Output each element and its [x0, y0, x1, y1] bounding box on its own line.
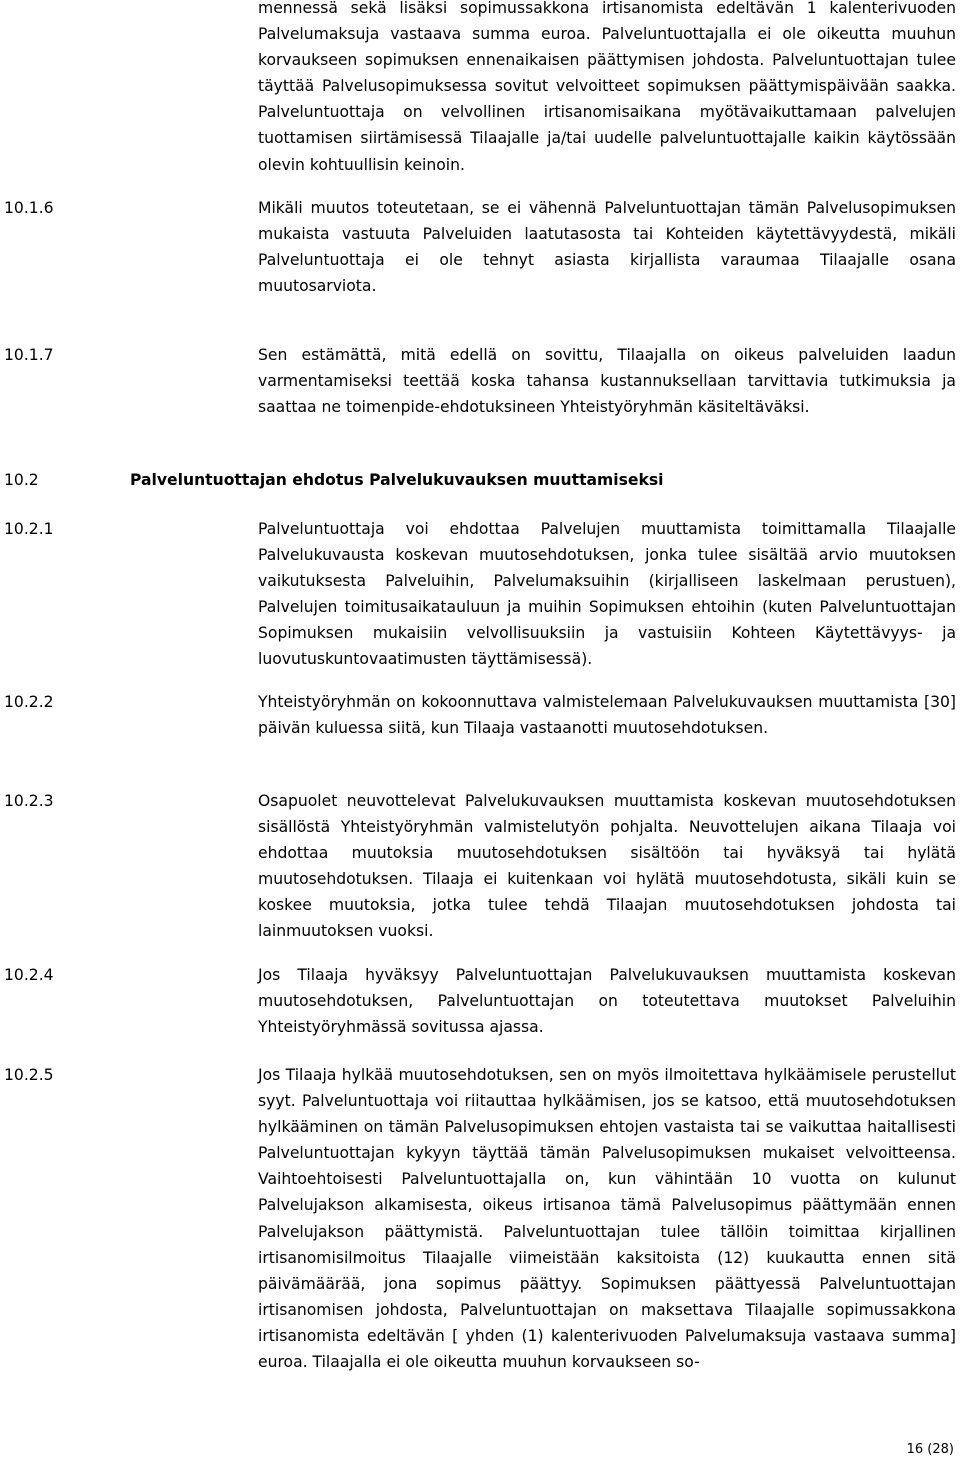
clause-number: 10.2.1: [4, 520, 54, 538]
clause-text: Jos Tilaaja hylkää muutosehdotuksen, sen on myös ilmoitettava hylkäämisele perustellut syyt. Palveluntuottaja voi riitauttaa hylkäämisen, jos se katsoo, että muutosehdotuksen hylkääminen on tämän Palvelusopimuksen ehtojen vastaista tai se vaikuttaa haitallisesti Palveluntuottajan kykyyn täyttää tämän Palvelusopimuksen mukaiset velvoitteensa. Vaihtoehtoisesti Palveluntuottajalla on, kun vähintään 10 vuotta on kulunut Palvelujakson alkamisesta, oikeus irtisanoa tämä Palvelusopimus päättymään ennen Palvelujakson päättymistä. Palveluntuottajan tulee tällöin toimittaa kirjallinen irtisanomisilmoitus Tilaajalle viimeistään kaksitoista (12) kuukautta ennen sitä päivämäärää, jona sopimus päättyy. Sopimuksen päättyessä Palveluntuottajan irtisanomisen johdosta, Palveluntuottajan on maksettava Tilaajalle sopimussakkona irtisanomista edeltävän [ yhden (1) kalenterivuoden Palvelumaksuja vastaava summa] euroa. Tilaajalla ei ole oikeutta muuhun korvaukseen so-: [258, 1066, 956, 1372]
clause-text: Jos Tilaaja hyväksyy Palveluntuottajan Palvelukuvauksen muuttamista koskevan muutosehdotuksen, Palveluntuottajan on toteutettava muutokset Palveluihin Yhteistyöryhmässä sovitussa ajassa.: [258, 966, 956, 1037]
clause-number: 10.2.5: [4, 1066, 54, 1084]
continued-paragraph: mennessä sekä lisäksi sopimussakkona irtisanomista edeltävän 1 kalenterivuoden Palvelumaksuja vastaava summa euroa. Palveluntuottajalla ei ole oikeutta muuhun korvaukseen sopimuksen ennenaikaisen päättymisen johdosta. Palveluntuottajan tulee täyttää Palvelusopimuksessa sovitut velvoitteet sopimuksen päättymispäivään saakka. Palveluntuottaja on velvollinen irtisanomisaikana myötävaikuttamaan palvelujen tuottamisen siirtämisessä Tilaajalle ja/tai uudelle palveluntuottajalle kaikin käytössään olevin kohtuullisin keinoin.: [258, 0, 956, 174]
page-number: 16 (28): [906, 1442, 954, 1457]
clause-text: Osapuolet neuvottelevat Palvelukuvauksen muuttamista koskevan muutosehdotuksen sisällöstä Yhteistyöryhmän valmistelutyön pohjalta. Neuvottelujen aikana Tilaaja voi ehdottaa muutoksia muutosehdotuksen sisältöön tai hyväksyä tai hylätä muutosehdotuksen. Tilaaja ei kuitenkaan voi hylätä muutosehdotusta, sikäli kuin se koskee muutoksia, jotka tulee tehdä Tilaajan muutosehdotuksen johdosta tai lainmuutoksen vuoksi.: [258, 792, 956, 941]
section-heading: [4, 467, 944, 493]
clause-number: 10.2.2: [4, 693, 54, 711]
section-number: 10.2: [4, 471, 39, 489]
clause-text: Palveluntuottaja voi ehdottaa Palvelujen muuttamista toimittamalla Tilaajalle Palvelukuvausta koskevan muutosehdotuksen, jonka tulee sisältää arvio muutoksen vaikutuksesta Palveluihin, Palvelumaksuihin (kirjalliseen laskelmaan perustuen), Palvelujen toimitusaikatauluun ja muihin Sopimuksen ehtoihin (kuten Palveluntuottajan Sopimuksen mukaisiin velvollisuuksiin ja vastuisiin Kohteen Käytettävyys- ja luovutuskuntovaatimusten täyttämisessä).: [258, 520, 956, 669]
clause-number: 10.1.6: [4, 199, 54, 217]
clause-number: 10.2.3: [4, 792, 54, 810]
clause-text: Mikäli muutos toteutetaan, se ei vähennä Palveluntuottajan tämän Palvelusopimuksen mukaista vastuuta Palveluiden laatutasosta tai Kohteiden käytettävyydestä, mikäli Palveluntuottaja ei ole tehnyt asiasta kirjallista varaumaa Tilaajalle osana muutosarviota.: [258, 199, 956, 296]
section-title: Palveluntuottajan ehdotus Palvelukuvauksen muuttamiseksi: [130, 471, 664, 489]
clause-number: 10.1.7: [4, 346, 54, 364]
clause-text: Yhteistyöryhmän on kokoonnuttava valmistelemaan Palvelukuvauksen muuttamista [30] päivän kuluessa siitä, kun Tilaaja vastaanotti muutosehdotuksen.: [258, 693, 956, 738]
clause-number: 10.2.4: [4, 966, 54, 984]
clause-text: Sen estämättä, mitä edellä on sovittu, Tilaajalla on oikeus palveluiden laadun varmentamiseksi teettää koska tahansa kustannuksellaan tarvittavia tutkimuksia ja saattaa ne toimenpide-ehdotuksineen Yhteistyöryhmän käsiteltäväksi.: [258, 346, 956, 417]
